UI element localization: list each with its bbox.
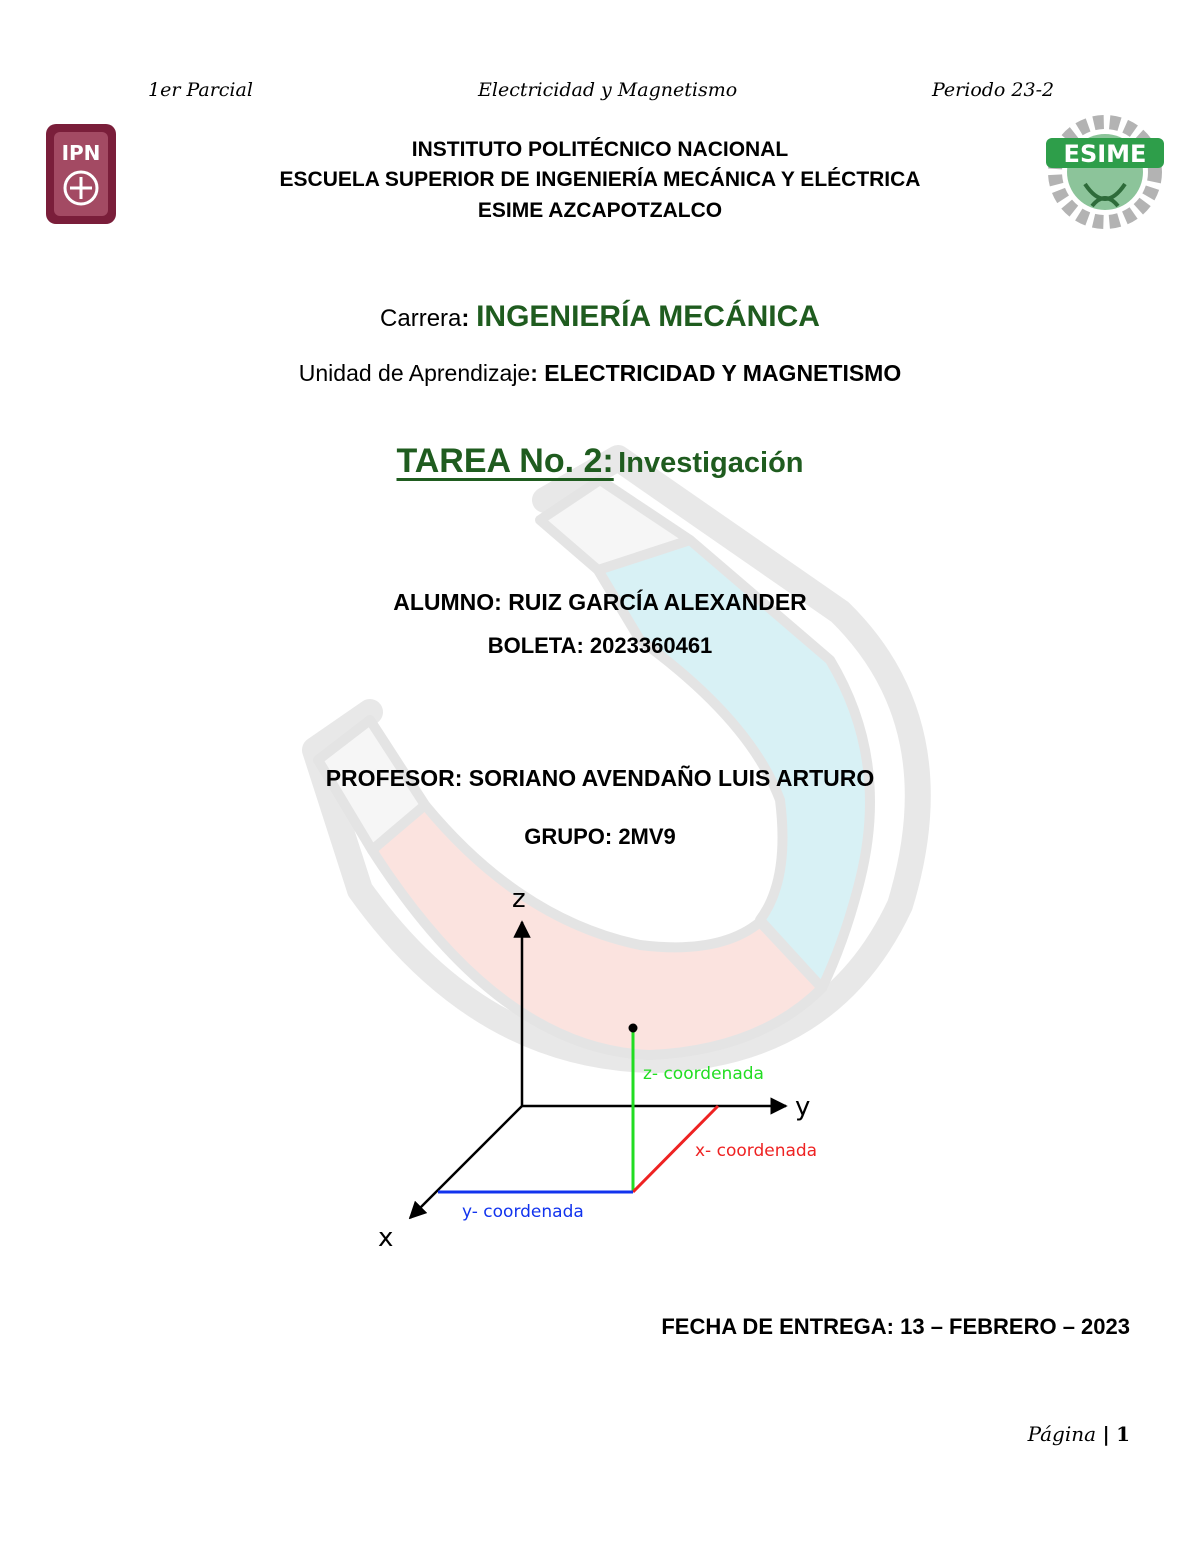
- boleta-line: BOLETA: 2023360461: [487, 633, 713, 658]
- esime-logo-text: ESIME: [1063, 140, 1147, 168]
- unidad-line: Unidad de Aprendizaje: ELECTRICIDAD Y MAGNETISMO: [298, 360, 902, 386]
- profesor-line: PROFESOR: SORIANO AVENDAÑO LUIS ARTURO: [325, 765, 875, 791]
- page-separator: |: [1102, 1422, 1110, 1446]
- carrera-label: Carrera: [380, 305, 462, 332]
- school-name: ESCUELA SUPERIOR DE INGENIERÍA MECÁNICA Y ELÉCTRICA: [279, 168, 921, 191]
- page-number: 1: [1116, 1422, 1130, 1446]
- alumno-line: ALUMNO: RUIZ GARCÍA ALEXANDER: [393, 589, 807, 615]
- ipn-logo-text: IPN: [61, 141, 101, 165]
- unidad-label: Unidad de Aprendizaje: [298, 360, 531, 386]
- y-coordinate-label: y- coordenada: [462, 1202, 584, 1222]
- carrera-value: INGENIERÍA MECÁNICA: [476, 300, 820, 333]
- header-left: 1er Parcial: [148, 79, 253, 101]
- carrera-line: Carrera: INGENIERÍA MECÁNICA: [380, 300, 820, 333]
- z-axis-label: z: [512, 884, 526, 914]
- tarea-value: Investigación: [618, 447, 804, 479]
- grupo-line: GRUPO: 2MV9: [524, 824, 676, 849]
- campus-name: ESIME AZCAPOTZALCO: [477, 199, 723, 222]
- z-coordinate-label: z- coordenada: [643, 1064, 764, 1084]
- unidad-value: ELECTRICIDAD Y MAGNETISMO: [544, 360, 902, 386]
- fecha-entrega: FECHA DE ENTREGA: 13 – FEBRERO – 2023: [661, 1314, 1130, 1339]
- x-coordinate-label: x- coordenada: [695, 1141, 818, 1161]
- institution-name: INSTITUTO POLITÉCNICO NACIONAL: [411, 138, 789, 161]
- header-center: Electricidad y Magnetismo: [478, 79, 738, 101]
- header-right: Periodo 23-2: [932, 79, 1055, 101]
- y-axis-label: y: [795, 1092, 811, 1122]
- point-marker: [629, 1024, 638, 1033]
- tarea-label: TAREA No. 2:: [396, 442, 614, 480]
- page-label: Página: [1027, 1422, 1097, 1446]
- x-axis-label: x: [378, 1223, 394, 1253]
- page-footer: [1028, 1422, 1130, 1446]
